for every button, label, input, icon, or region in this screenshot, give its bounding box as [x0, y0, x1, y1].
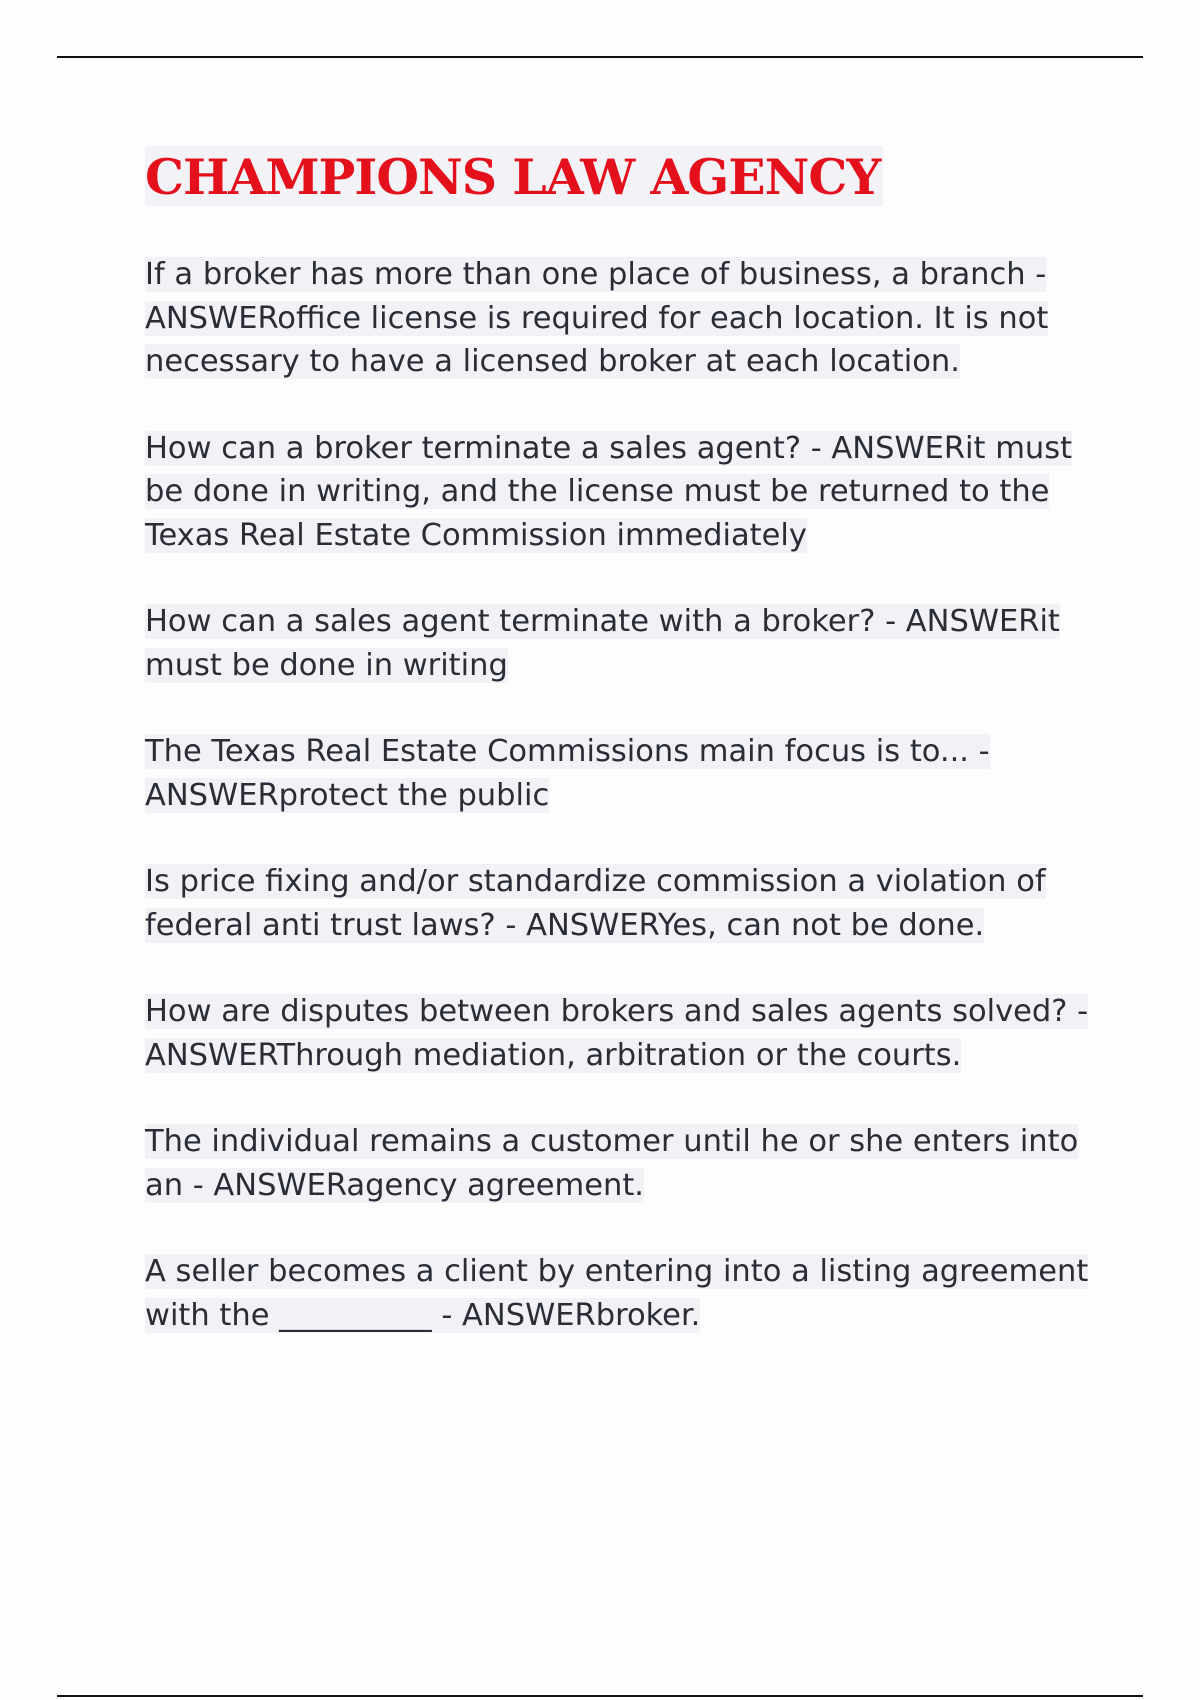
document-title: CHAMPIONS LAW AGENCY — [145, 146, 883, 206]
qa-item — [145, 427, 1095, 558]
footer-rule — [57, 1695, 1143, 1697]
qa-text: If a broker has more than one place of business, a branch - ANSWERoffice license is required for each location. It is not necessary to have a licensed broker at each location. — [145, 257, 1049, 379]
qa-text: How are disputes between brokers and sales agents solved? - ANSWERThrough mediation, arbitration or the courts. — [145, 994, 1089, 1073]
qa-text: Is price fixing and/or standardize commission a violation of federal anti trust laws? - ANSWERYes, can not be done. — [145, 864, 1046, 943]
qa-item — [145, 860, 1095, 947]
qa-item — [145, 730, 1095, 817]
qa-text: The individual remains a customer until he or she enters into an - ANSWERagency agreement. — [145, 1124, 1079, 1203]
qa-item — [145, 1120, 1095, 1207]
qa-text: The Texas Real Estate Commissions main focus is to... - ANSWERprotect the public — [145, 734, 990, 813]
header-rule — [57, 56, 1143, 58]
qa-text: A seller becomes a client by entering into a listing agreement with the __________ - ANSWERbroker. — [145, 1254, 1089, 1333]
qa-item — [145, 1250, 1095, 1337]
qa-item — [145, 600, 1095, 687]
qa-item — [145, 990, 1095, 1077]
qa-item — [145, 253, 1095, 384]
qa-text: How can a sales agent terminate with a broker? - ANSWERit must be done in writing — [145, 604, 1060, 683]
qa-text: How can a broker terminate a sales agent? - ANSWERit must be done in writing, and the license must be returned to the Texas Real Estate Commission immediately — [145, 430, 1073, 553]
qa-list — [145, 253, 1095, 1380]
